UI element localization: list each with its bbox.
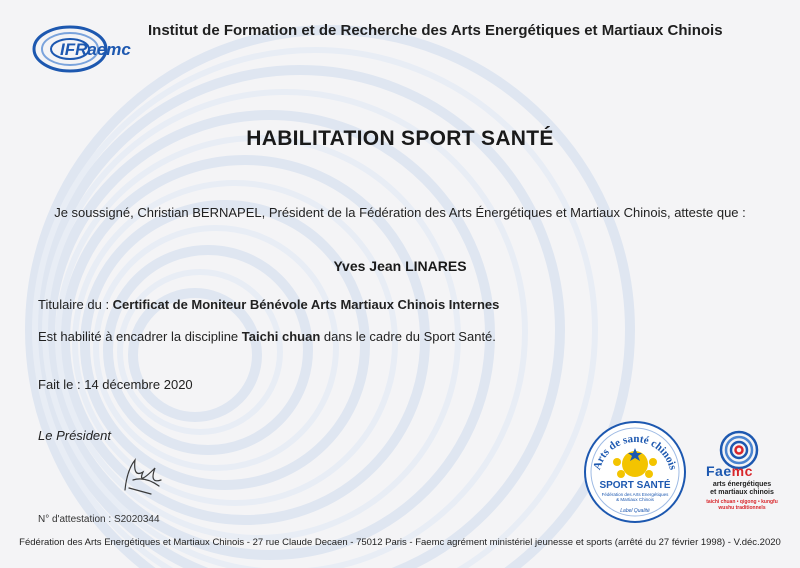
faemc-word-main: Fae <box>706 463 732 479</box>
attestation-number: N° d'attestation : S2020344 <box>38 514 160 525</box>
habilite-suffix: dans le cadre du Sport Santé. <box>320 329 496 344</box>
seal-sub-text-2: & Martiaux Chinois <box>616 497 654 502</box>
faemc-word-accent: mc <box>731 463 753 479</box>
attestation-statement: Je soussigné, Christian BERNAPEL, Président de la Fédération des Arts Énergétiques et Martiaux Chinois, atteste que : <box>54 205 746 220</box>
habilite-line <box>38 329 496 344</box>
faemc-subtitle-line-2: et martiaux chinois <box>710 489 774 496</box>
holder-name: Yves Jean LINARES <box>333 258 467 274</box>
faemc-wordmark <box>706 463 753 479</box>
faemc-subtitle-line-1: arts énergétiques <box>712 481 772 488</box>
ifraemc-logo-icon <box>30 22 140 74</box>
date-line: Fait le : 14 décembre 2020 <box>38 377 193 392</box>
institute-name: Institut de Formation et de Recherche des Arts Energétiques et Martiaux Chinois <box>148 22 723 39</box>
faemc-subtitle <box>702 481 782 497</box>
certificate-name: Certificat de Moniteur Bénévole Arts Martiaux Chinois Internes <box>112 297 500 312</box>
logo-text: IFRaemc <box>60 40 131 59</box>
certificate-title: HABILITATION SPORT SANTÉ <box>246 127 554 150</box>
signature-icon <box>115 450 175 500</box>
habilite-prefix: Est habilité à encadrer la discipline <box>38 329 242 344</box>
seal-arc-text: Arts de santé chinois <box>591 432 679 472</box>
footer-address: Fédération des Arts Energétiques et Martiaux Chinois - 27 rue Claude Decaen - 75012 Paris - Faemc agrément ministériel jeunesse et sports (arrêté du 27 février 1998) - V.déc.2020 <box>19 537 781 548</box>
sport-sante-seal-icon <box>583 420 687 524</box>
seal-sub-text-1: Fédération des Arts Energétiques <box>601 492 669 497</box>
seal-label: Label Qualité <box>620 508 650 514</box>
discipline-name: Taichi chuan <box>241 329 321 344</box>
titulaire-line <box>38 297 499 312</box>
titulaire-prefix: Titulaire du : <box>38 297 113 312</box>
faemc-tagline: taichi chuan • qigong • kungfu wushu traditionnels <box>706 499 778 511</box>
signatory-title: Le Président <box>38 428 111 443</box>
seal-main-text: SPORT SANTÉ <box>599 480 671 491</box>
